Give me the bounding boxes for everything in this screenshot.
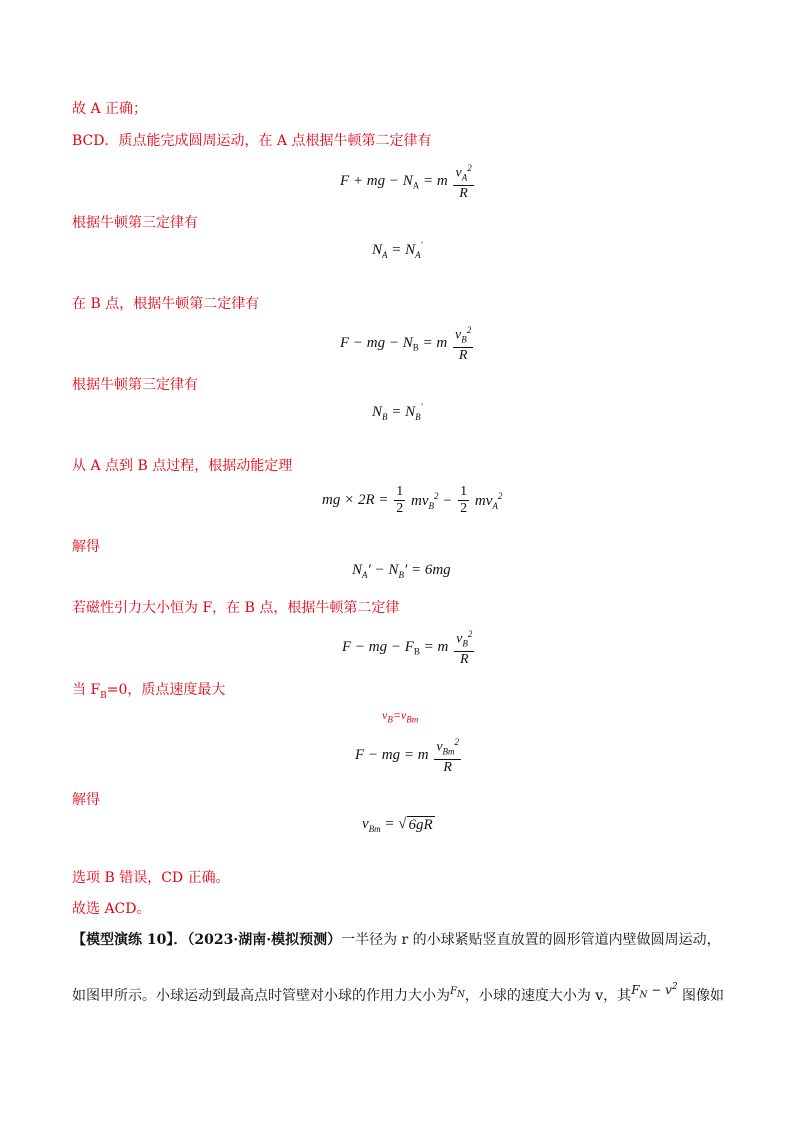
text-line-12: 故选 ACD。 xyxy=(72,901,151,917)
equation-3: F − mg − $N_B = m$ $\frac{v_B^2}{R}$ xyxy=(340,322,475,364)
text-line-9: 当 $F_B=0$，质点速度最大 xyxy=(72,682,226,701)
text-line-2: BCD．质点能完成圆周运动，在 A 点根据牛顿第二定律有 xyxy=(72,133,432,149)
equation-6: $N_A' - N_B' = 6mg$ xyxy=(352,562,451,580)
equation-9: F − mg = m $\frac{v_{Bm}^2}{R}$ xyxy=(355,734,463,776)
text-line-7: 解得 xyxy=(72,539,100,555)
text-line-1: 故 A 正确； xyxy=(72,101,148,117)
text-line-8: 若磁性引力大小恒为 F，在 B 点，根据牛顿第二定律 xyxy=(72,600,400,616)
problem-line-2: 如图甲所示。小球运动到最高点时管壁对小球的作用力大小为$^{F_N}$，小球的速度大小为 v，其$F_N - v^2$ 图像如 xyxy=(72,982,725,1004)
equation-10: $v_{Bm}$ = √ 6gR xyxy=(362,816,433,834)
problem-tag: 【模型演练 10】 xyxy=(72,932,174,948)
problem-line-1 xyxy=(72,929,721,949)
text-line-5: 根据牛顿第三定律有 xyxy=(72,377,198,393)
text-line-6: 从 A 点到 B 点过程，根据动能定理 xyxy=(72,458,293,474)
problem-text-1: 一半径为 r 的小球紧贴竖直放置的圆形管道内壁做圆周运动， xyxy=(341,932,721,948)
equation-1: F + mg − $N_A = m$ $\frac{v_A^2}{R}$ xyxy=(340,160,476,202)
equation-5: mg × 2R = $\frac{1}{2}$ $mv_B^2$ − $\frac{1}{2}$ $mv_A^2$ xyxy=(322,484,503,516)
equation-8: $v_B=v_{Bm}$ xyxy=(382,708,419,725)
text-line-3: 根据牛顿第三定律有 xyxy=(72,215,198,231)
equation-4: $N_B = N_B'$ xyxy=(372,402,423,422)
text-line-4: 在 B 点，根据牛顿第二定律有 xyxy=(72,296,260,312)
problem-source: ．（2023·湖南·模拟预测） xyxy=(173,932,342,948)
equation-7: F − mg − $F_B = m$ $\frac{v_B^2}{R}$ xyxy=(342,626,476,668)
text-line-11: 选项 B 错误，CD 正确。 xyxy=(72,870,230,886)
equation-2: $N_A = N_A'$ xyxy=(372,240,423,260)
text-line-10: 解得 xyxy=(72,792,100,808)
